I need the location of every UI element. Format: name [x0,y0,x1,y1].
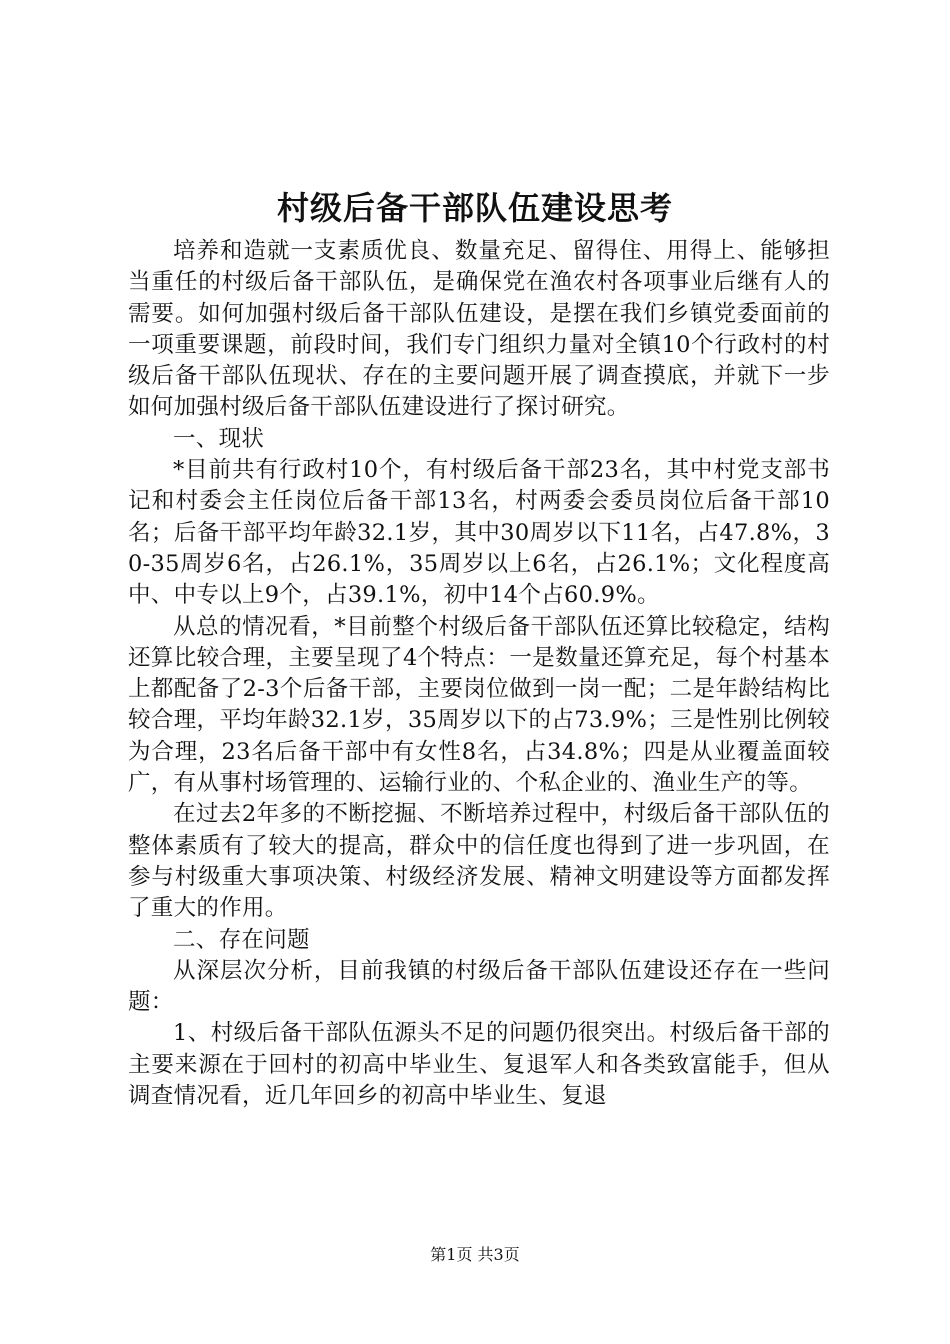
intro-paragraph: 培养和造就一支素质优良、数量充足、留得住、用得上、能够担当重任的村级后备干部队伍，是确保党在渔农村各项事业后继有人的需要。如何加强村级后备干部队伍建设，是摆在我们乡镇党委面前的一项重要课题，前段时间，我们专门组织力量对全镇10个行政村的村级后备干部队伍现状、存在的主要问题开展了调查摸底，并就下一步如何加强村级后备干部队伍建设进行了探讨研究。 [128,238,830,421]
section-heading-problems: 二、存在问题 [173,926,310,953]
progress-paragraph: 在过去2年多的不断挖掘、不断培养过程中，村级后备干部队伍的整体素质有了较大的提高，群众中的信任度也得到了进一步巩固，在参与村级重大事项决策、村级经济发展、精神文明建设等方面都发挥了重大的作用。 [128,801,830,922]
problem-1-paragraph: 1、村级后备干部队伍源头不足的问题仍很突出。村级后备干部的主要来源在于回村的初高中毕业生、复退军人和各类致富能手，但从调查情况看，近几年回乡的初高中毕业生、复退 [128,1020,830,1110]
document-title: 村级后备干部队伍建设思考 [276,189,673,227]
problems-intro-paragraph: 从深层次分析，目前我镇的村级后备干部队伍建设还存在一些问题： [128,957,830,1016]
status-paragraph: *目前共有行政村10个，有村级后备干部23名，其中村党支部书记和村委会主任岗位后备干部13名，村两委会委员岗位后备干部10名；后备干部平均年龄32.1岁，其中30周岁以下11名，占47.8%，30-35周岁6名，占26.1%，35周岁以上6名，占26.1%；文化程度高中、中专以上9个，占39.1%，初中14个占60.9%。 [128,457,830,609]
section-heading-status: 一、现状 [173,425,265,452]
page-footer: 第1页 共3页 [430,1245,520,1264]
document-body [128,236,830,1112]
overview-paragraph: 从总的情况看，*目前整个村级后备干部队伍还算比较稳定，结构还算比较合理，主要呈现了4个特点：一是数量还算充足，每个村基本上都配备了2-3个后备干部，主要岗位做到一岗一配；二是年龄结构比较合理，平均年龄32.1岁，35周岁以下的占73.9%；三是性别比例较为合理，23名后备干部中有女性8名，占34.8%；四是从业覆盖面较广，有从事村场管理的、运输行业的、个私企业的、渔业生产的等。 [128,613,830,797]
